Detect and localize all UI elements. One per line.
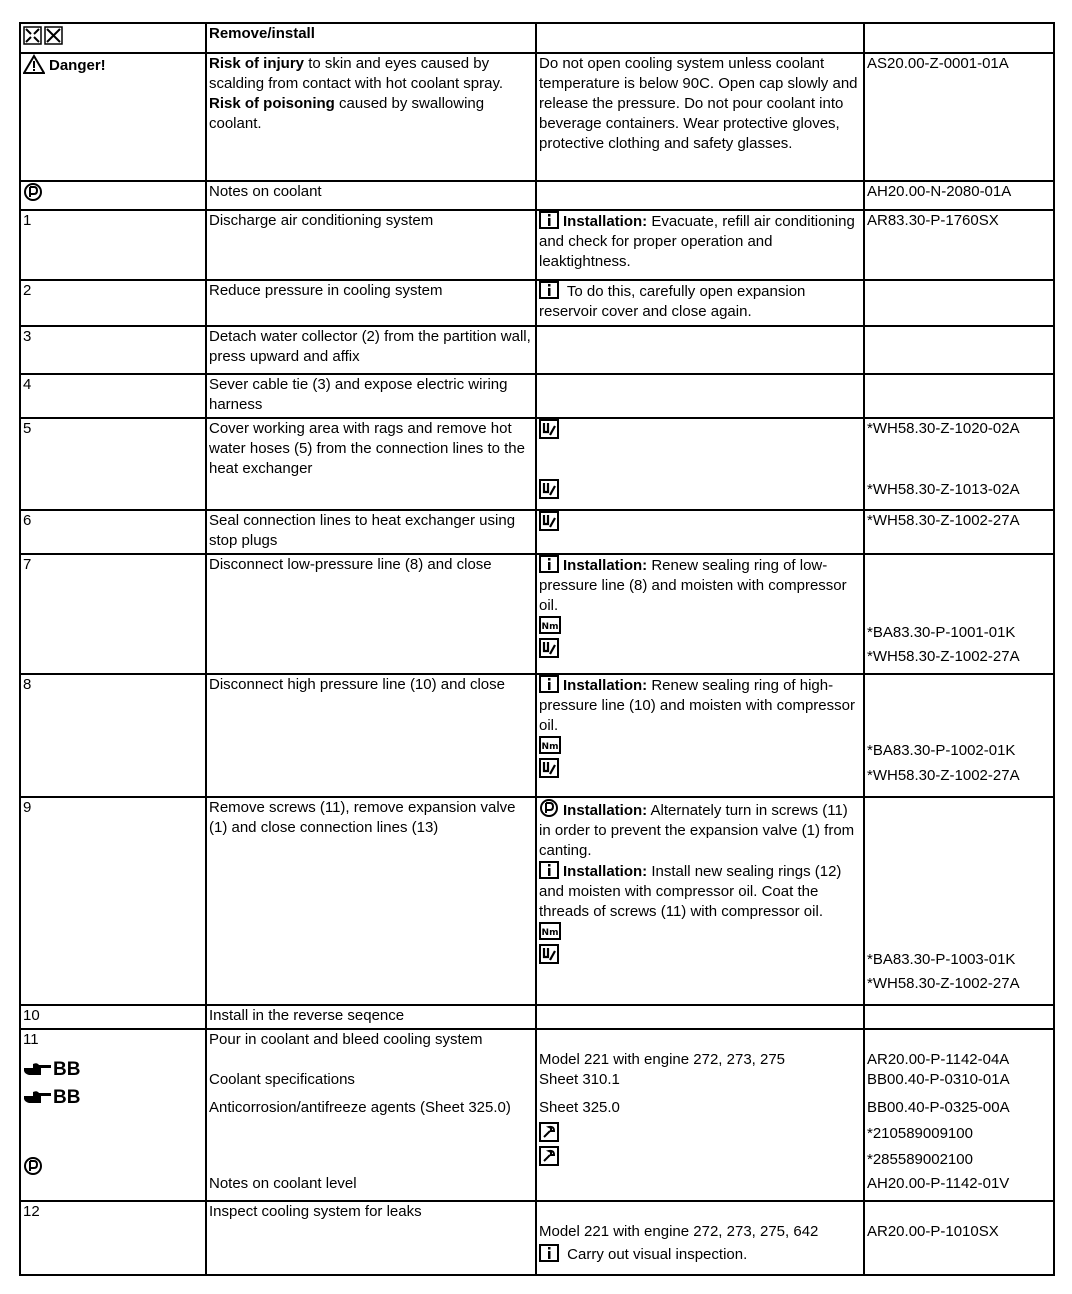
warning-triangle-icon <box>23 54 45 74</box>
danger-risks: Risk of injury to skin and eyes caused by scalding from contact with hot coolant spray. Risk of poisoning caused by swallowing coolant. <box>206 53 536 181</box>
table-row: 8 Disconnect high pressure line (10) and close Installation: Renew sealing ring of high-pressure line (10) and moisten with compressor oil. Nm *BA83.30-P-1002-01K *WH58.30-Z-1002-27A <box>20 674 1054 797</box>
table-row: 5 Cover working area with rags and remove hot water hoses (5) from the connection lines to the heat exchanger *WH58.30-Z-1020-02A *WH58.30-Z-1013-02A <box>20 418 1054 510</box>
special-tool-icon <box>539 1122 559 1142</box>
torque-nm-icon <box>539 616 561 634</box>
workshop-tool-icon <box>539 419 559 439</box>
notes-icon <box>23 182 43 202</box>
info-icon <box>539 281 559 299</box>
info-icon <box>539 1244 559 1262</box>
table-row: 7 Disconnect low-pressure line (8) and close Installation: Renew sealing ring of low-pressure line (8) and moisten with compressor oil. Nm *BA83.30-P-1001-01K *WH58.30-Z-1002-27A <box>20 554 1054 674</box>
info-icon <box>539 555 559 573</box>
table-row: 4 Sever cable tie (3) and expose electric wiring harness <box>20 374 1054 418</box>
notes-text: Notes on coolant <box>206 181 536 210</box>
table-row: 3 Detach water collector (2) from the partition wall, press upward and affix <box>20 326 1054 374</box>
remove-install-icon <box>23 26 63 46</box>
notes-row <box>20 181 1054 210</box>
svg-text:Nm: Nm <box>541 742 559 752</box>
info-icon <box>539 675 559 693</box>
notes-icon <box>539 798 559 818</box>
workshop-tool-icon <box>539 944 559 964</box>
workshop-tool-icon <box>539 511 559 531</box>
danger-row <box>20 53 1054 181</box>
pointing-hand-icon <box>23 1088 53 1106</box>
notes-icon <box>23 1156 43 1176</box>
pointing-hand-icon <box>23 1060 53 1078</box>
notes-ref[interactable]: AH20.00-N-2080-01A <box>864 181 1054 210</box>
table-row: 9 Remove screws (11), remove expansion valve (1) and close connection lines (13) Installation: Alternately turn in screws (11) in order to prevent the expansion valve (1) from canting. Installation: Install new sealing rings (12) and moisten with compressor oil. Coat the threads of screws (11) with compressor oil. Nm *BA83.30-P-1003-01K *WH58.30-Z-1002-27A <box>20 797 1054 1005</box>
torque-nm-icon <box>539 922 561 940</box>
table-row: 6 Seal connection lines to heat exchanger using stop plugs *WH58.30-Z-1002-27A <box>20 510 1054 554</box>
table-row: 12 Inspect cooling system for leaks Model 221 with engine 272, 273, 275, 642 Carry out visual inspection. AR20.00-P-1010SX <box>20 1201 1054 1275</box>
procedure-table <box>19 22 1055 1276</box>
header-row <box>20 23 1054 53</box>
table-row: 2 Reduce pressure in cooling system To do this, carefully open expansion reservoir cover and close again. <box>20 280 1054 326</box>
svg-text:Nm: Nm <box>541 928 559 938</box>
table-row: 1 Discharge air conditioning system Installation: Evacuate, refill air conditioning and check for proper operation and leaktightness. AR83.30-P-1760SX <box>20 210 1054 280</box>
header-title: Remove/install <box>206 23 536 53</box>
header-icons-cell <box>20 23 206 53</box>
workshop-tool-icon <box>539 758 559 778</box>
danger-label: Danger! <box>49 57 106 74</box>
torque-nm-icon <box>539 736 561 754</box>
special-tool-icon <box>539 1146 559 1166</box>
info-icon <box>539 211 559 229</box>
danger-ref[interactable]: AS20.00-Z-0001-01A <box>864 53 1054 181</box>
workshop-tool-icon <box>539 638 559 658</box>
svg-text:Nm: Nm <box>541 622 559 632</box>
danger-measures: Do not open cooling system unless coolant temperature is below 90C. Open cap slowly and release the pressure. Do not pour coolant into beverage containers. Wear protective gloves, protective clothing and safety glasses. <box>536 53 864 181</box>
workshop-tool-icon <box>539 479 559 499</box>
table-row: 10 Install in the reverse seqence <box>20 1005 1054 1029</box>
info-icon <box>539 861 559 879</box>
table-row: 11 BB BB Pour in coolant and bleed cooling system Coolant specifications Anticorrosion/antifreeze agents (Sheet 325.0) Notes on coolant level Model 221 with engine 272, 273, 275 Sheet 310.1 Sheet 325.0 AR20.00-P-1142-04A BB00.40-P-0310-01A BB00.40-P-0325-00A *210589009100 *285589002100 AH20.00-P-1142-01V <box>20 1029 1054 1201</box>
